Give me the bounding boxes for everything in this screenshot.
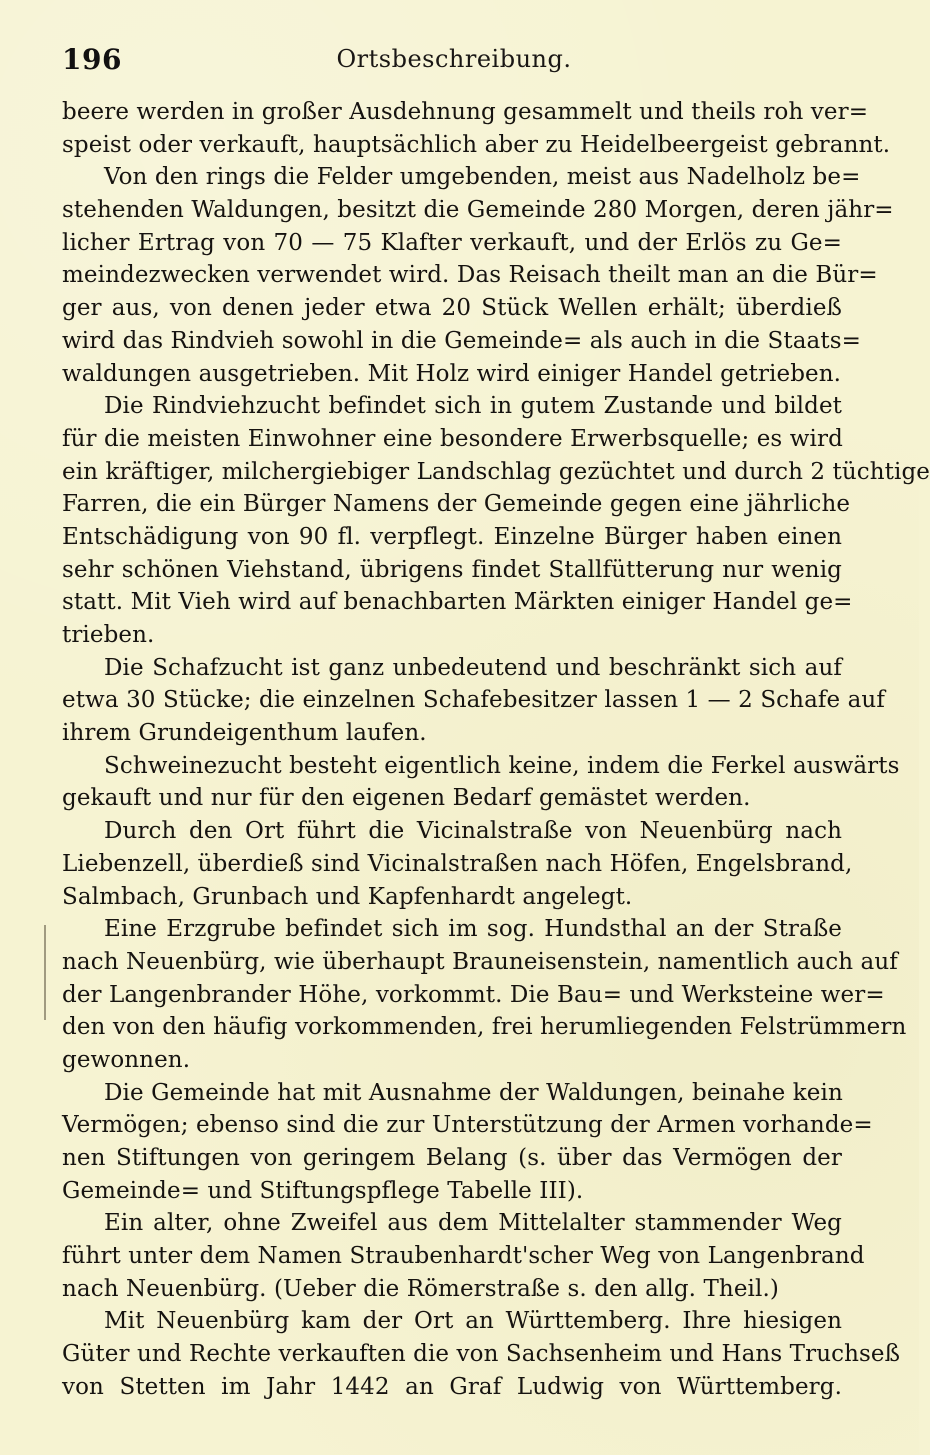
text-line: den von den häufig vorkommenden, frei herumliegenden Felstrümmern — [62, 1014, 907, 1041]
text-line: Die Gemeinde hat mit Ausnahme der Waldungen, beinahe kein — [104, 1079, 843, 1106]
text-line: sehr schönen Viehstand, übrigens findet Stallfütterung nur wenig — [62, 556, 842, 583]
page-header — [62, 43, 846, 83]
paragraph — [62, 96, 891, 161]
text-line: Vermögen; ebenso sind die zur Unterstützung der Armen vorhande= — [62, 1112, 873, 1139]
text-line: beere werden in großer Ausdehnung gesammelt und theils roh ver= — [62, 99, 869, 125]
text-line: trieben. — [62, 622, 155, 648]
paragraph — [62, 815, 853, 913]
text-line: nen Stiftungen von geringem Belang (s. über das Vermögen der — [62, 1145, 842, 1171]
text-line: wird das Rindvieh sowohl in die Gemeinde= als auch in die Staats= — [62, 327, 861, 354]
text-line: Mit Neuenbürg kam der Ort an Württemberg. Ihre hiesigen — [104, 1308, 842, 1335]
paragraph — [62, 913, 907, 1076]
text-line: Die Rindviehzucht befindet sich in gutem Zustande und bildet — [104, 393, 842, 420]
text-line: Gemeinde= und Stiftungspflege Tabelle III). — [62, 1177, 584, 1204]
paragraph — [62, 1305, 901, 1403]
paragraph — [62, 1207, 865, 1305]
paragraph — [62, 390, 930, 652]
text-line: meindezwecken verwendet wird. Das Reisach theilt man an die Bür= — [62, 262, 878, 289]
text-line: nach Neuenbürg, wie überhaupt Brauneisenstein, namentlich auch auf — [62, 948, 898, 975]
text-line: Entschädigung von 90 fl. verpflegt. Einzelne Bürger haben einen — [62, 523, 842, 550]
text-line: führt unter dem Namen Straubenhardt'scher Weg von Langenbrand — [62, 1243, 865, 1270]
text-line: ger aus, von denen jeder etwa 20 Stück Wellen erhält; überdieß — [62, 295, 842, 322]
paragraph — [62, 750, 900, 815]
text-line: Eine Erzgrube befindet sich im sog. Hundsthal an der Straße — [104, 916, 842, 943]
text-line: der Langenbrander Höhe, vorkommt. Die Bau= und Werksteine wer= — [62, 981, 885, 1008]
text-line: gewonnen. — [62, 1046, 191, 1073]
text-line: ihrem Grundeigenthum laufen. — [62, 720, 427, 747]
text-line: Die Schafzucht ist ganz unbedeutend und beschränkt sich auf — [104, 654, 842, 681]
paragraph — [62, 652, 885, 750]
text-line: waldungen ausgetrieben. Mit Holz wird einiger Handel getrieben. — [62, 360, 842, 387]
text-line: Farren, die ein Bürger Namens der Gemeinde gegen eine jährliche — [62, 491, 851, 518]
paragraph — [62, 1077, 873, 1208]
page-number: 196 — [62, 43, 122, 76]
body-text — [62, 96, 930, 1404]
running-title: Ortsbeschreibung. — [336, 45, 572, 73]
text-line: von Stetten im Jahr 1442 an Graf Ludwig von Württemberg. — [62, 1373, 842, 1400]
text-line: Liebenzell, überdieß sind Vicinalstraßen nach Höfen, Engelsbrand, — [62, 850, 853, 877]
text-line: Ein alter, ohne Zweifel aus dem Mittelalter stammender Weg — [104, 1210, 842, 1237]
text-line: statt. Mit Vieh wird auf benachbarten Märkten einiger Handel ge= — [62, 589, 853, 616]
text-line: etwa 30 Stücke; die einzelnen Schafebesitzer lassen 1 — 2 Schafe auf — [62, 687, 885, 714]
text-line: Güter und Rechte verkauften die von Sachsenheim und Hans Truchseß — [62, 1341, 901, 1368]
text-line: Durch den Ort führt die Vicinalstraße von Neuenbürg nach — [104, 818, 842, 845]
text-line: Salmbach, Grunbach und Kapfenhardt angelegt. — [62, 883, 633, 910]
text-line: ein kräftiger, milchergiebiger Landschlag gezüchtet und durch 2 tüchtige — [62, 458, 930, 485]
text-line: gekauft und nur für den eigenen Bedarf gemästet werden. — [62, 785, 751, 812]
text-line: Schweinezucht besteht eigentlich keine, indem die Ferkel auswärts — [104, 752, 900, 779]
text-line: Von den rings die Felder umgebenden, meist aus Nadelholz be= — [104, 164, 861, 191]
text-line: nach Neuenbürg. (Ueber die Römerstraße s. den allg. Theil.) — [62, 1275, 779, 1302]
text-line: licher Ertrag von 70 — 75 Klafter verkauft, und der Erlös zu Ge= — [62, 229, 842, 256]
margin-mark — [44, 925, 46, 1020]
text-line: für die meisten Einwohner eine besondere Erwerbsquelle; es wird — [62, 425, 843, 452]
text-line: speist oder verkauft, hauptsächlich aber zu Heidelbeergeist gebrannt. — [62, 131, 891, 158]
paragraph — [62, 161, 894, 390]
text-line: stehenden Waldungen, besitzt die Gemeinde 280 Morgen, deren jähr= — [62, 197, 894, 224]
